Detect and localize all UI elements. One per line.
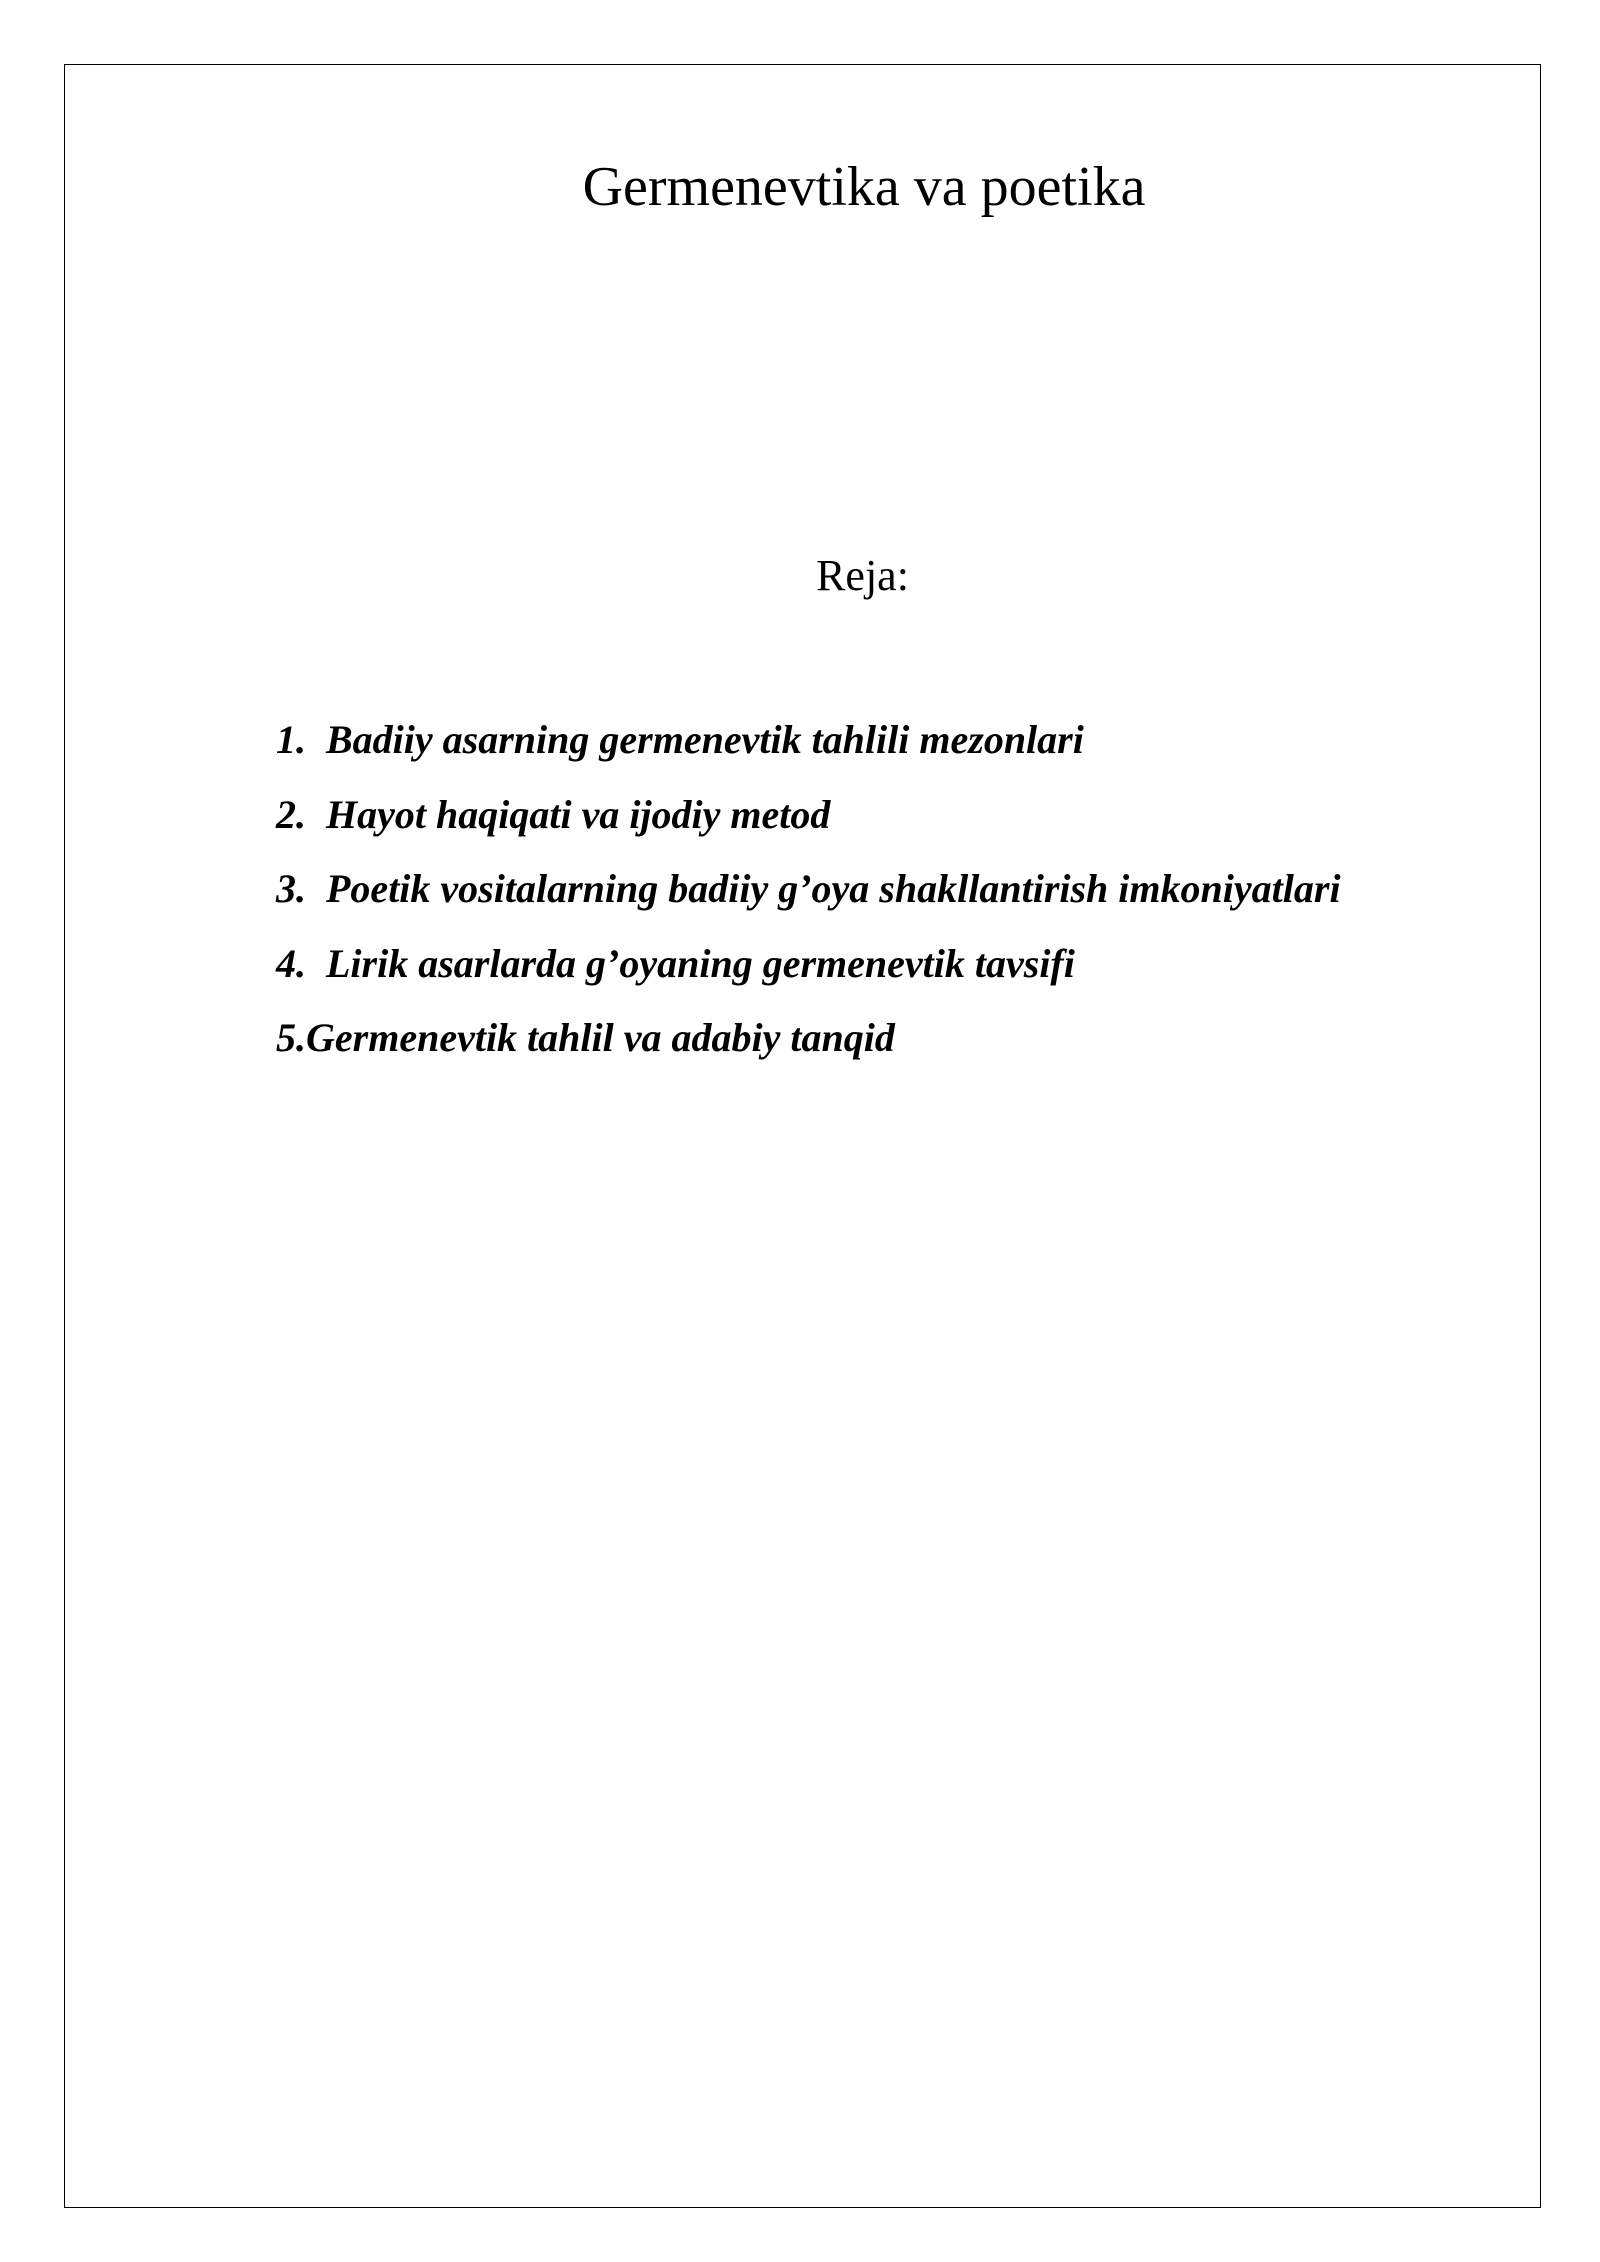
plan-item-number: 1. [276,717,306,762]
plan-item-number: 4. [276,940,306,986]
plan-item-text: Lirik asarlarda g’oyaning germenevtik tavsifi [326,940,1075,986]
plan-item-5 [276,1010,1341,1085]
plan-item-number: 5. [276,1015,306,1060]
plan-item-1 [276,712,1341,787]
plan-item-number: 3. [276,866,306,911]
plan-item-4 [276,936,1341,1011]
plan-item-text: Germenevtik tahlil va adabiy tanqid [306,1015,895,1060]
plan-heading: Reja: [816,551,909,600]
plan-item-text: Badiiy asarning germenevtik tahlili mezonlari [326,717,1084,762]
plan-item-text: Hayot haqiqati va ijodiy metod [326,791,831,837]
plan-item-text: Poetik vositalarning badiiy g’oya shakllantirish imkoniyatlari [326,866,1341,911]
page-border [64,64,1541,2208]
document-title: Germenevtika va poetika [582,156,1146,218]
plan-item-2 [276,787,1341,862]
plan-list [276,712,1341,1085]
plan-item-number: 2. [276,791,306,837]
plan-item-3 [276,861,1341,936]
